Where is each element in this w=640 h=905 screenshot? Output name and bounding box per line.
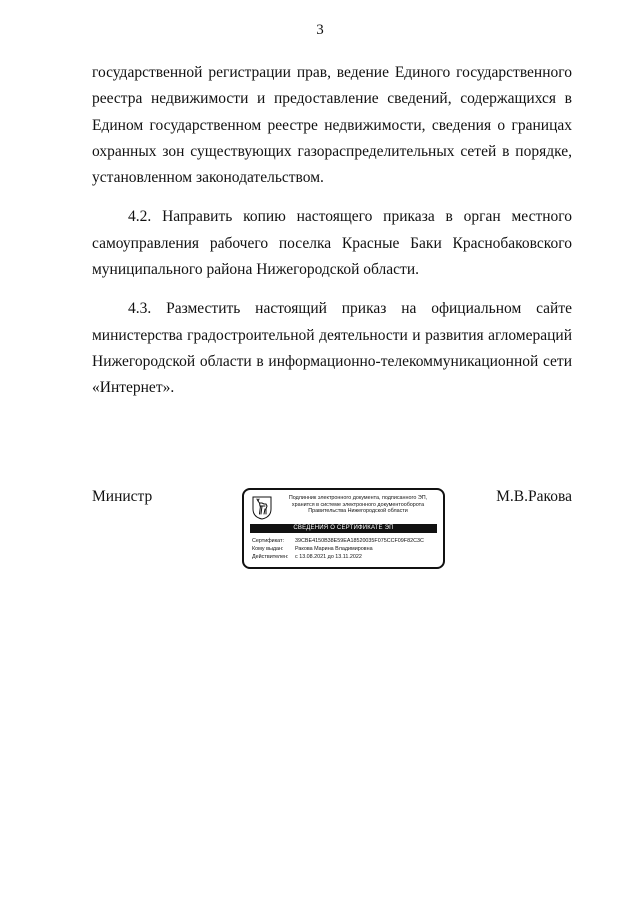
certificate-label: Сертификат: xyxy=(252,538,285,544)
stamp-header-line: хранится в системе электронного документооборота xyxy=(291,501,425,508)
coat-of-arms-icon xyxy=(252,496,272,520)
stamp-header-line: Правительства Нижегородской области xyxy=(308,508,408,515)
stamp-header xyxy=(274,495,442,515)
issued-to-value: Ракова Марина Владимировна xyxy=(295,546,373,552)
stamp-header-line: Подлинник электронного документа, подписанного ЭП, xyxy=(288,495,428,501)
validity-row xyxy=(252,553,442,561)
document-body xyxy=(92,60,572,402)
issued-to-label: Кому выдан: xyxy=(252,546,284,552)
paragraph-continuation: государственной регистрации прав, ведение Единого государственного реестра недвижимости и предоставление сведений, содержащихся в Едином государственном реестре недвижимости, сведения о границах охранных зон существующих газораспределительных сетей в порядке, установленном законодательством. xyxy=(92,64,572,187)
validity-value: с 13.08.2021 до 13.11.2022 xyxy=(295,554,362,560)
validity-label: Действителен: xyxy=(252,554,289,560)
electronic-signature-stamp xyxy=(242,488,445,569)
paragraph-4-3: 4.3. Разместить настоящий приказ на официальном сайте министерства градостроительной деятельности и развития агломераций Нижегородской области в информационно-телекоммуникационной сети «Интернет». xyxy=(92,300,572,397)
certificate-info-bar: СВЕДЕНИЯ О СЕРТИФИКАТЕ ЭП xyxy=(250,524,437,533)
paragraph-4-2: 4.2. Направить копию настоящего приказа в орган местного самоуправления рабочего поселка Красные Баки Краснобаковского муниципального района Нижегородской области. xyxy=(92,208,572,279)
signature-block xyxy=(92,488,572,578)
signatory-title: Министр xyxy=(92,488,153,505)
certificate-row xyxy=(252,537,442,545)
signatory-name: М.В.Ракова xyxy=(496,488,572,505)
certificate-details xyxy=(252,537,442,561)
certificate-value: 39CBE4150B38E59EA18520035F075CCF09F82C3C xyxy=(295,538,424,544)
page-number: 3 xyxy=(316,22,324,38)
issued-to-row xyxy=(252,545,442,553)
